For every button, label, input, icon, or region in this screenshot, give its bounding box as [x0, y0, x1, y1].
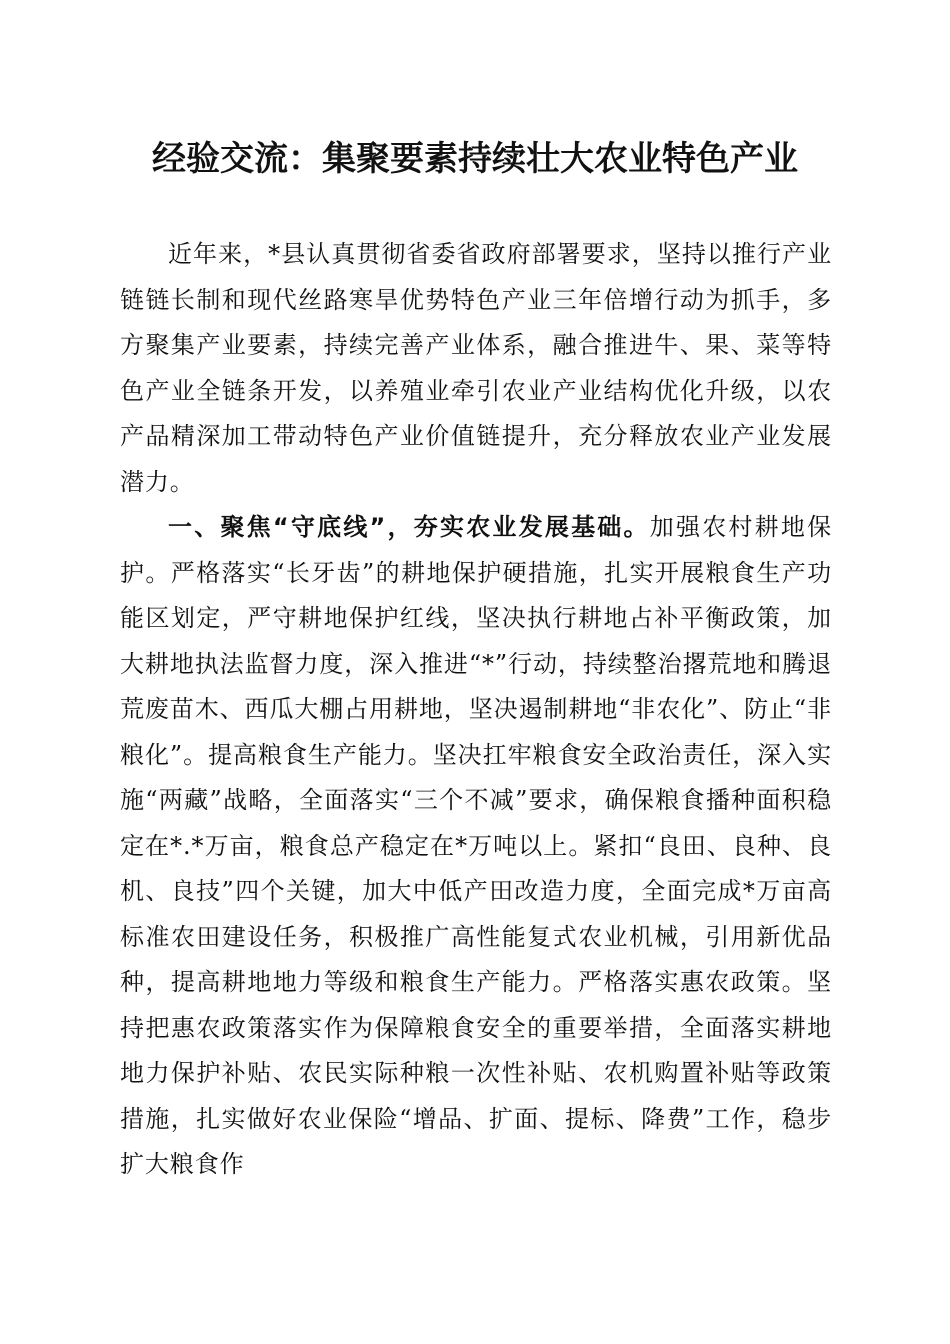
section-1-paragraph — [120, 505, 832, 1188]
section-1-heading: 一、聚焦“守底线”，夯实农业发展基础。 — [168, 513, 650, 541]
document-title: 经验交流：集聚要素持续壮大农业特色产业 — [152, 139, 798, 179]
document-body — [120, 232, 832, 1188]
intro-paragraph: 近年来，*县认真贯彻省委省政府部署要求，坚持以推行产业链链长制和现代丝路寒旱优势特色产业三年倍增行动为抓手，多方聚集产业要素，持续完善产业体系，融合推进牛、果、菜等特色产业全链条开发，以养殖业牵引农业产业结构优化升级，以农产品精深加工带动特色产业价值链提升，充分释放农业产业发展潜力。 — [120, 240, 832, 496]
section-1-text: 加强农村耕地保护。严格落实“长牙齿”的耕地保护硬措施，扎实开展粮食生产功能区划定，严守耕地保护红线，坚决执行耕地占补平衡政策，加大耕地执法监督力度，深入推进“*”行动，持续整治撂荒地和腾退荒废苗木、西瓜大棚占用耕地，坚决遏制耕地“非农化”、防止“非粮化”。提高粮食生产能力。坚决扛牢粮食安全政治责任，深入实施“两藏”战略，全面落实“三个不减”要求，确保粮食播种面积稳定在*.*万亩，粮食总产稳定在*万吨以上。紧扣“良田、良种、良机、良技”四个关键，加大中低产田改造力度，全面完成*万亩高标准农田建设任务，积极推广高性能复式农业机械，引用新优品种，提高耕地地力等级和粮食生产能力。严格落实惠农政策。坚持把惠农政策落实作为保障粮食安全的重要举措，全面落实耕地地力保护补贴、农民实际种粮一次性补贴、农机购置补贴等政策措施，扎实做好农业保险“增品、扩面、提标、降费”工作，稳步扩大粮食作 — [120, 513, 832, 1178]
